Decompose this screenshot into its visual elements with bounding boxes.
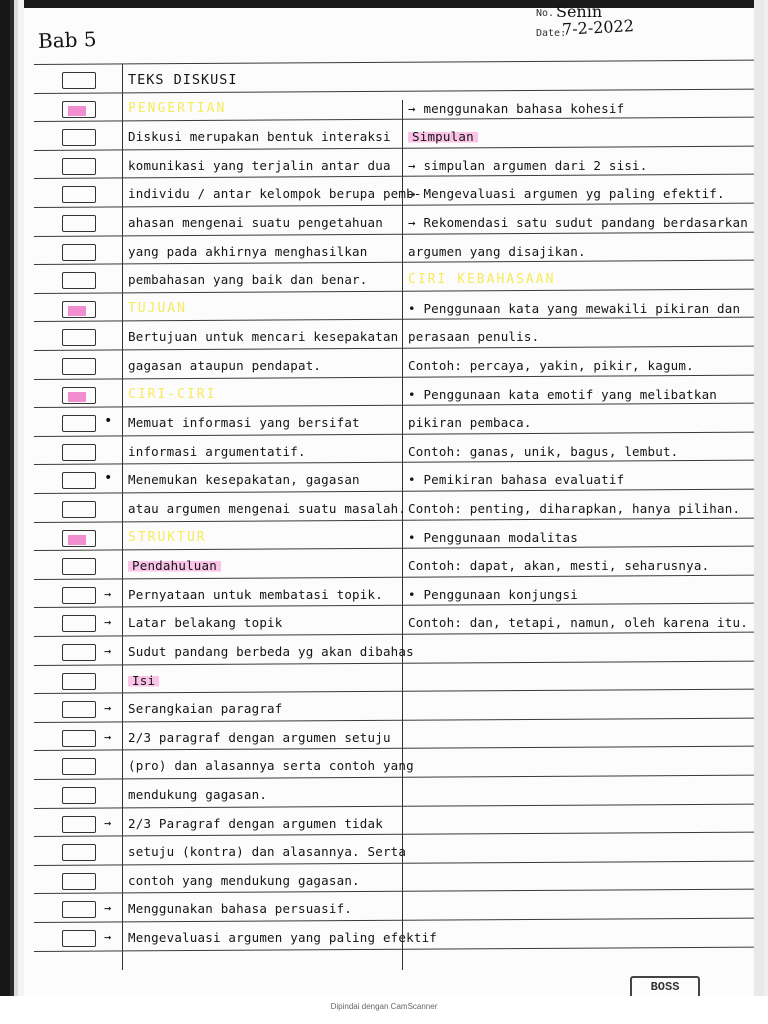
ruled-line xyxy=(34,460,754,465)
left-line-text: Memuat informasi yang bersifat xyxy=(128,415,360,431)
checkbox-pink-highlight xyxy=(68,535,86,545)
right-line-text: perasaan penulis. xyxy=(408,329,540,345)
row-checkbox[interactable] xyxy=(62,558,96,575)
row-checkbox[interactable] xyxy=(62,72,96,89)
row-checkbox[interactable] xyxy=(62,415,96,432)
left-line-text: 2/3 paragraf dengan argumen setuju xyxy=(128,729,391,745)
row-checkbox[interactable] xyxy=(62,215,96,232)
ruled-line xyxy=(34,632,754,637)
left-line-text: komunikasi yang terjalin antar dua xyxy=(128,157,391,173)
left-line-text: 2/3 Paragraf dengan argumen tidak xyxy=(128,815,383,831)
left-line-text: ahasan mengenai suatu pengetahuan xyxy=(128,215,383,230)
left-line-text: Sudut pandang berbeda yg akan dibahas xyxy=(128,644,414,659)
row-checkbox[interactable] xyxy=(62,730,96,747)
row-checkbox[interactable] xyxy=(62,701,96,718)
right-line-text: → simpulan argumen dari 2 sisi. xyxy=(408,157,648,173)
left-line-text: setuju (kontra) dan alasannya. Serta xyxy=(128,844,407,860)
ruled-line xyxy=(34,775,754,780)
ruled-line xyxy=(34,517,754,522)
row-checkbox[interactable] xyxy=(62,186,96,203)
ruled-line xyxy=(34,231,754,236)
row-checkbox[interactable] xyxy=(62,129,96,146)
right-line-text: Contoh: dan, tetapi, namun, oleh karena itu. xyxy=(408,615,748,631)
left-line-text: individu / antar kelompok berupa pemb- xyxy=(128,186,422,202)
left-line-text: pembahasan yang baik dan benar. xyxy=(128,272,368,288)
row-checkbox[interactable] xyxy=(62,930,96,947)
ruled-line xyxy=(34,946,754,951)
ruled-line xyxy=(34,60,754,65)
row-checkbox[interactable] xyxy=(62,615,96,632)
right-line-text: Contoh: penting, diharapkan, hanya pilihan. xyxy=(408,501,741,516)
left-line-text: Bertujuan untuk mencari kesepakatan xyxy=(128,329,399,345)
right-line-text: → Rekomendasi satu sudut pandang berdasarkan xyxy=(408,215,748,230)
ruled-line xyxy=(34,803,754,808)
row-checkbox[interactable] xyxy=(62,329,96,346)
right-line-text: • Penggunaan kata yang mewakili pikiran dan xyxy=(408,300,741,316)
pink-highlight-heading: Simpulan xyxy=(408,129,478,144)
arrow-icon: → xyxy=(104,586,112,601)
left-line-text: Serangkaian paragraf xyxy=(128,701,283,717)
row-checkbox[interactable] xyxy=(62,472,96,489)
no-label: No. xyxy=(536,8,555,19)
left-line-text: contoh yang mendukung gagasan. xyxy=(128,872,360,888)
left-line-text: Latar belakang topik xyxy=(128,615,283,631)
row-checkbox[interactable] xyxy=(62,244,96,261)
row-checkbox[interactable] xyxy=(62,158,96,175)
ruled-line xyxy=(34,603,754,608)
pink-highlight-heading: Isi xyxy=(128,673,159,688)
ruled-line xyxy=(34,717,754,722)
left-line-text: (pro) dan alasannya serta contoh yang xyxy=(128,758,414,774)
ruled-line xyxy=(34,374,754,379)
scan-edge-right xyxy=(754,0,768,1000)
left-line-text: Menemukan kesepakatan, gagasan xyxy=(128,472,360,488)
scan-edge-top xyxy=(24,0,768,8)
right-line-text: • Penggunaan kata emotif yang melibatkan xyxy=(408,386,718,402)
row-checkbox[interactable] xyxy=(62,644,96,661)
bullet-icon: • xyxy=(104,470,113,487)
right-line-text: argumen yang disajikan. xyxy=(408,243,586,259)
ruled-line xyxy=(34,145,754,150)
right-line-text: Contoh: ganas, unik, bagus, lembut. xyxy=(408,443,679,459)
right-line-text: → menggunakan bahasa kohesif xyxy=(408,100,625,116)
left-line-text: mendukung gagasan. xyxy=(128,787,268,802)
bullet-icon: • xyxy=(104,413,113,430)
ruled-line xyxy=(34,317,754,322)
row-checkbox[interactable] xyxy=(62,873,96,890)
notebook-page xyxy=(24,2,754,996)
ruled-line xyxy=(34,260,754,265)
left-line-text: atau argumen mengenai suatu masalah. xyxy=(128,501,407,516)
checkbox-pink-highlight xyxy=(68,106,86,116)
ruled-line xyxy=(34,918,754,923)
ruled-line xyxy=(34,174,754,179)
right-line-text xyxy=(408,129,478,144)
row-checkbox[interactable] xyxy=(62,787,96,804)
column-divider-left xyxy=(122,64,123,970)
checkbox-pink-highlight xyxy=(68,306,86,316)
arrow-icon: → xyxy=(104,644,112,658)
arrow-icon: → xyxy=(104,615,112,630)
row-checkbox[interactable] xyxy=(62,272,96,289)
arrow-icon: → xyxy=(104,729,112,744)
no-value: Senin xyxy=(556,2,603,21)
row-checkbox[interactable] xyxy=(62,587,96,604)
left-line-text: TEKS DISKUSI xyxy=(128,72,238,88)
left-line-text: gagasan ataupun pendapat. xyxy=(128,358,322,373)
date-label: Date: xyxy=(536,28,567,39)
checkbox-pink-highlight xyxy=(68,392,86,402)
column-divider-middle xyxy=(402,100,403,970)
arrow-icon: → xyxy=(104,701,112,716)
row-checkbox[interactable] xyxy=(62,501,96,518)
ruled-line xyxy=(34,746,754,751)
left-line-text: Diskusi merupakan bentuk interaksi xyxy=(128,129,391,145)
ruled-line xyxy=(34,88,754,93)
left-line-text: Mengevaluasi argumen yang paling efektif xyxy=(128,930,438,945)
left-line-text xyxy=(128,558,221,573)
left-line-text: CIRI-CIRI xyxy=(128,386,217,402)
row-checkbox[interactable] xyxy=(62,444,96,461)
right-line-text: pikiran pembaca. xyxy=(408,415,532,431)
left-line-text: informasi argumentatif. xyxy=(128,443,306,459)
left-line-text: STRUKTUR xyxy=(128,529,207,545)
ruled-line xyxy=(34,117,754,122)
ruled-line xyxy=(34,489,754,494)
ruled-line xyxy=(34,546,754,551)
row-checkbox[interactable] xyxy=(62,758,96,775)
right-line-text: Contoh: percaya, yakin, pikir, kagum. xyxy=(408,358,694,373)
scan-edge-left xyxy=(0,0,24,1000)
right-line-text: • Penggunaan modalitas xyxy=(408,529,578,545)
left-line-text: PENGERTIAN xyxy=(128,100,227,116)
row-checkbox[interactable] xyxy=(62,844,96,861)
ruled-line xyxy=(34,346,754,351)
right-line-text: • Pemikiran bahasa evaluatif xyxy=(408,472,625,488)
ruled-line xyxy=(34,288,754,293)
left-line-text: Menggunakan bahasa persuasif. xyxy=(128,901,353,917)
row-checkbox[interactable] xyxy=(62,673,96,690)
arrow-icon: → xyxy=(104,930,112,944)
ruled-line xyxy=(34,889,754,894)
ruled-line xyxy=(34,574,754,579)
right-line-text: → Mengevaluasi argumen yg paling efektif. xyxy=(408,186,725,202)
arrow-icon: → xyxy=(104,815,112,830)
chapter-label: Bab 5 xyxy=(37,26,97,54)
right-line-text: CIRI KEBAHASAAN xyxy=(408,272,556,288)
ruled-line xyxy=(34,431,754,436)
ruled-line xyxy=(34,689,754,694)
ruled-line xyxy=(34,860,754,865)
left-line-text xyxy=(128,673,159,688)
ruled-line xyxy=(34,832,754,837)
scanner-watermark: Dipindai dengan CamScanner xyxy=(330,1002,438,1011)
row-checkbox[interactable] xyxy=(62,816,96,833)
right-line-text: Contoh: dapat, akan, mesti, seharusnya. xyxy=(408,558,710,574)
ruled-line xyxy=(34,203,754,208)
row-checkbox[interactable] xyxy=(62,358,96,375)
date-value: 7-2-2022 xyxy=(561,16,635,39)
right-line-text: • Penggunaan konjungsi xyxy=(408,586,578,602)
pink-highlight-heading: Pendahuluan xyxy=(128,558,221,573)
boss-stamp: BOSS xyxy=(630,976,700,1000)
ruled-line xyxy=(34,403,754,408)
left-line-text: Pernyataan untuk membatasi topik. xyxy=(128,586,383,602)
row-checkbox[interactable] xyxy=(62,901,96,918)
left-line-text: TUJUAN xyxy=(128,300,187,316)
ruled-line xyxy=(34,660,754,665)
arrow-icon: → xyxy=(104,901,112,916)
left-line-text: yang pada akhirnya menghasilkan xyxy=(128,243,368,259)
